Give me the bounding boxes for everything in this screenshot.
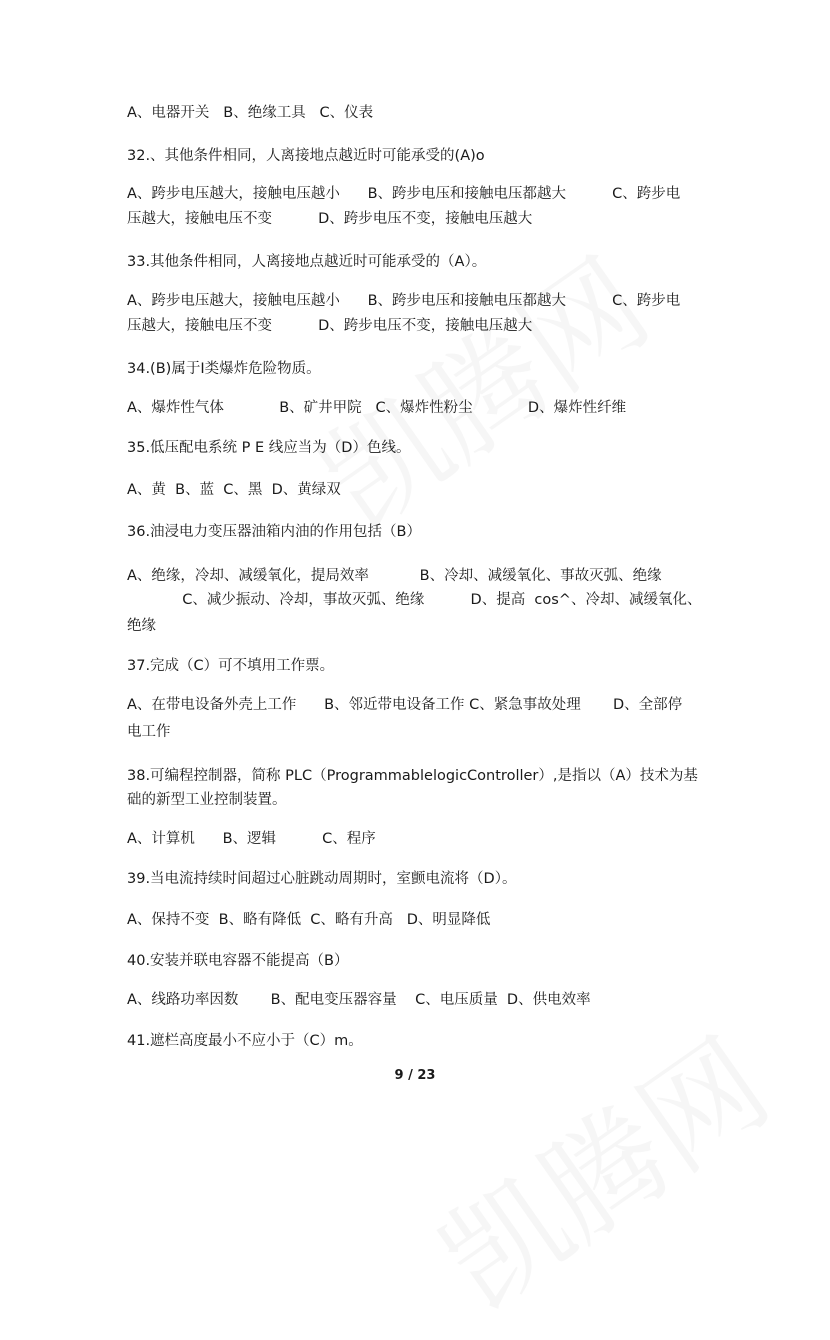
question-36: 36.油浸电力变压器油箱内油的作用包括（B） xyxy=(127,524,422,540)
question-33: 33.其他条件相同，人离接地点越近时可能承受的（A）。 xyxy=(127,254,487,270)
question-38-line1: 38.可编程控制器，简称 PLC（ProgrammablelogicController）,是指以（A）技术为基 xyxy=(127,768,698,784)
answer-options-37-line2: 电工作 xyxy=(127,724,171,740)
answer-options-37-line1: A、在带电设备外壳上工作 B、邻近带电设备工作 C、紧急事故处理 D、全部停 xyxy=(127,697,683,713)
answer-options-39: A、保持不变 B、略有降低 C、略有升高 D、明显降低 xyxy=(127,912,491,928)
answer-options-34: A、爆炸性气体 B、矿井甲院 C、爆炸性粉尘 D、爆炸性纤维 xyxy=(127,400,627,416)
question-34: 34.(B)属于Ⅰ类爆炸危险物质。 xyxy=(127,361,321,377)
question-41: 41.遮栏高度最小不应小于（C）m。 xyxy=(127,1033,363,1049)
answer-options-32-line2: 压越大，接触电压不变 D、跨步电压不变，接触电压越大 xyxy=(127,211,533,227)
answer-options-36-line1: A、绝缘，冷却、减缓氧化，提局效率 B、冷却、减缓氧化、事故灭弧、绝缘 xyxy=(127,568,662,584)
answer-options-32-line1: A、跨步电压越大，接触电压越小 B、跨步电压和接触电压都越大 C、跨步电 xyxy=(127,186,681,202)
question-37: 37.完成（C）可不填用工作票。 xyxy=(127,658,335,674)
answer-options-36-line3: 绝缘 xyxy=(127,618,156,634)
answer-options-35: A、黄 B、蓝 C、黑 D、黄绿双 xyxy=(127,482,341,498)
answer-options-31: A、电器开关 B、绝缘工具 C、仪表 xyxy=(127,105,374,121)
answer-options-33-line1: A、跨步电压越大，接触电压越小 B、跨步电压和接触电压都越大 C、跨步电 xyxy=(127,293,681,309)
question-38-line2: 础的新型工业控制装置。 xyxy=(127,792,287,808)
answer-options-36-line2: C、减少振动、冷却，事故灭弧、绝缘 D、提高 cos^、冷却、减缓氧化、 xyxy=(127,592,702,608)
watermark-2 xyxy=(403,992,797,1339)
answer-options-40: A、线路功率因数 B、配电变压器容量 C、电压质量 D、供电效率 xyxy=(127,992,591,1008)
question-32: 32.、其他条件相同，人离接地点越近时可能承受的(A)o xyxy=(127,148,485,164)
page-number: 9 / 23 xyxy=(394,1068,436,1083)
question-35: 35.低压配电系统 P E 线应当为（D）色线。 xyxy=(127,440,411,456)
answer-options-38: A、计算机 B、逻辑 C、程序 xyxy=(127,831,376,847)
answer-options-33-line2: 压越大，接触电压不变 D、跨步电压不变，接触电压越大 xyxy=(127,318,533,334)
question-40: 40.安装并联电容器不能提高（B） xyxy=(127,953,349,969)
question-39: 39.当电流持续时间超过心脏跳动周期时，室颤电流将（D）。 xyxy=(127,871,517,887)
